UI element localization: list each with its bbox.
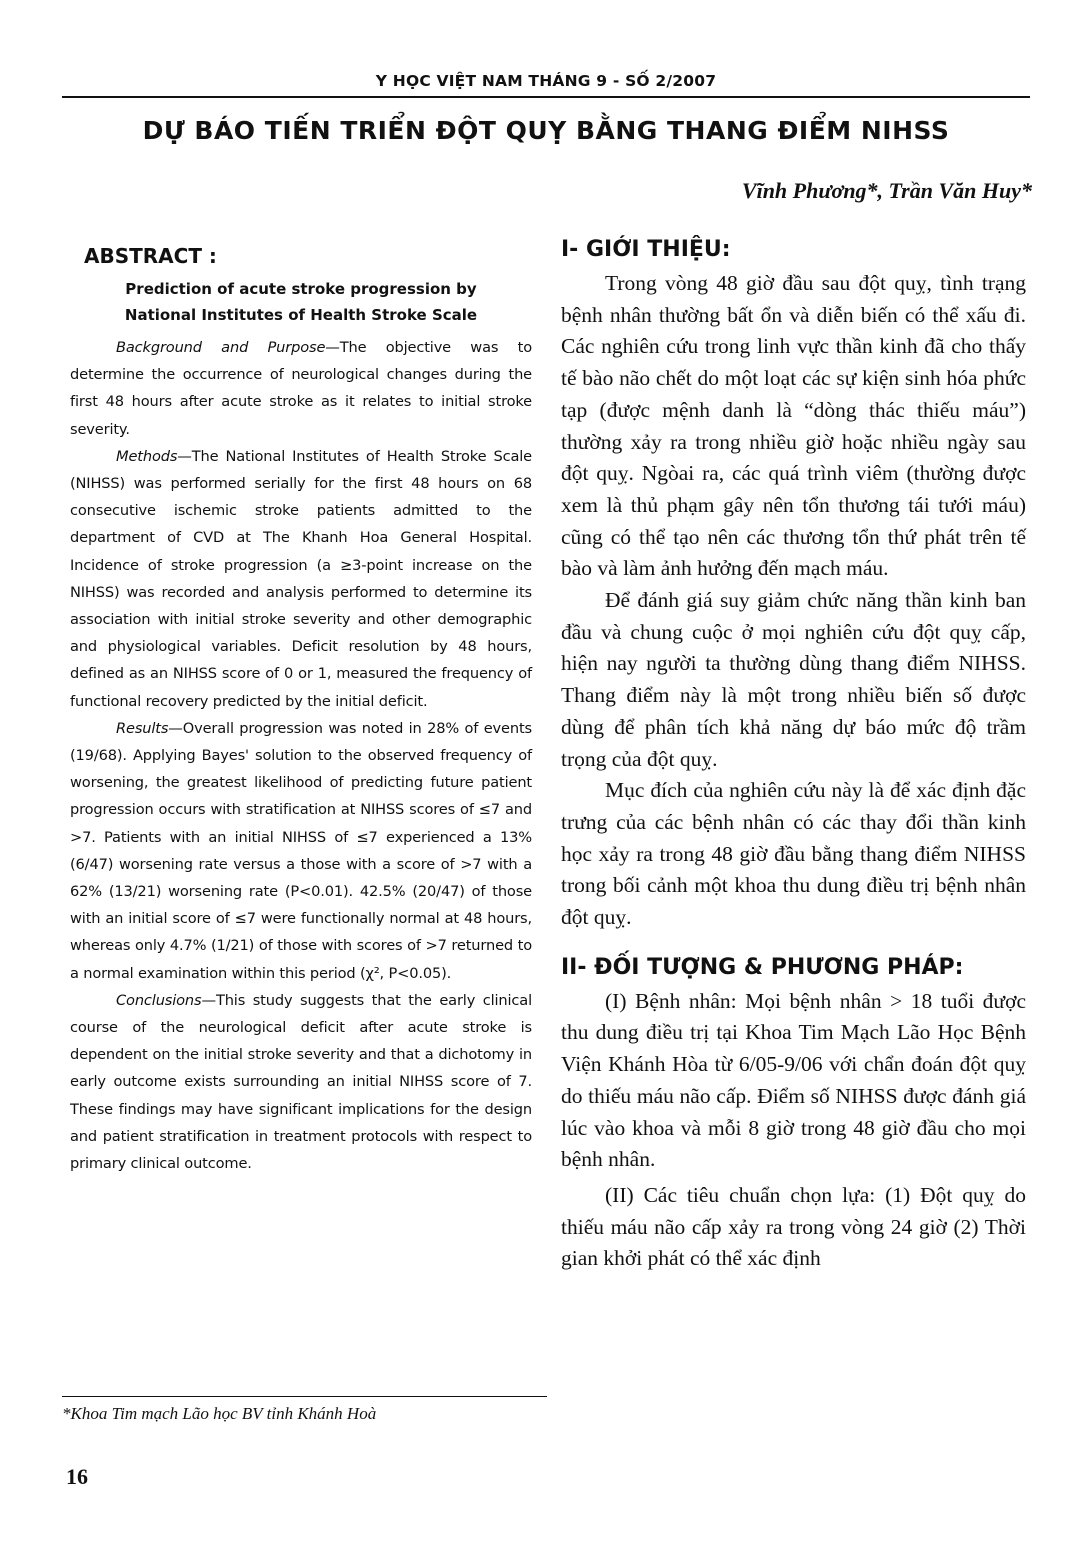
- article-title: DỰ BÁO TIẾN TRIỂN ĐỘT QUỴ BẰNG THANG ĐIỂM NIHSS: [142, 116, 950, 145]
- abstract-subtitle-line: National Institutes of Health Stroke Scale: [124, 306, 478, 324]
- abstract-label: Background and Purpose—: [116, 339, 340, 356]
- abstract-text: This study suggests that the early clinical course of the neurological deficit after acute stroke is dependent on the initial stroke severity and that a dichotomy in early outcome exists surrounding an initial NIHSS score of 7. These findings may have significant implications for the design and patient stratification in treatment protocols with respect to primary clinical outcome.: [70, 991, 532, 1173]
- body-paragraph: (II) Các tiêu chuẩn chọn lựa: (1) Đột quỵ do thiếu máu não cấp xảy ra trong vòng 24 giờ (2) Thời gian khởi phát có thể xác định: [561, 1182, 1026, 1271]
- abstract-methods: [70, 443, 532, 715]
- section-heading: II- ĐỐI TƯỢNG & PHƯƠNG PHÁP:: [561, 954, 964, 980]
- abstract-results: [70, 715, 532, 987]
- abstract-text: The National Institutes of Health Stroke Scale (NIHSS) was performed serially for the first 48 hours on 68 consecutive ischemic stroke patients admitted to the department of CVD at The Khanh Hoa General Hospital. Incidence of stroke progression (a ≥3-point increase on the NIHSS) was recorded and analysis performed to determine its association with initial stroke severity and other demographic and physiological variables. Deficit resolution by 48 hours, defined as an NIHSS score of 0 or 1, measured the frequency of functional recovery predicted by the initial deficit.: [70, 447, 532, 710]
- abstract-text: The objective was to determine the occurrence of neurological changes during the first 48 hours after acute stroke as it relates to initial stroke severity.: [70, 339, 532, 438]
- footnote: *Khoa Tim mạch Lão học BV tỉnh Khánh Hoà: [62, 1404, 377, 1423]
- abstract-subtitle-line: Prediction of acute stroke progression by: [125, 280, 477, 298]
- body-paragraph: (I) Bệnh nhân: Mọi bệnh nhân > 18 tuổi được thu dung điều trị tại Khoa Tim Mạch Lão Học Bệnh Viện Khánh Hòa từ 6/05-9/06 với chẩn đoán đột quỵ do thiếu máu não cấp. Điểm số NIHSS được đánh giá lúc vào khoa và mỗi 8 giờ trong 48 giờ đầu cho mọi bệnh nhân.: [561, 988, 1026, 1172]
- page-number: 16: [66, 1464, 88, 1489]
- abstract-conclusions: [70, 987, 532, 1177]
- abstract-heading: ABSTRACT :: [84, 244, 217, 268]
- section-spacer: [561, 934, 1026, 950]
- body-paragraph: Mục đích của nghiên cứu này là để xác định đặc trưng của các bệnh nhân có các thay đổi thần kinh học xảy ra trong 48 giờ đầu bằng thang điểm NIHSS trong bối cảnh một khoa thu dung điều trị bệnh nhân đột quỵ.: [561, 778, 1026, 930]
- abstract-label: Methods—: [116, 447, 192, 465]
- journal-header: Y HỌC VIỆT NAM THÁNG 9 - SỐ 2/2007: [375, 72, 717, 90]
- section-heading: I- GIỚI THIỆU:: [561, 237, 731, 262]
- abstract-background: [70, 334, 532, 443]
- body-paragraph: Trong vòng 48 giờ đầu sau đột quỵ, tình trạng bệnh nhân thường bất ổn và diễn biến có thể xấu đi. Các nghiên cứu trong linh vực thần kinh đã cho thấy tế bào não chết do một loạt các sự kiện sinh hóa phức tạp (được mệnh danh là “dòng thác thiếu máu”) thường xảy ra trong nhiều giờ hoặc nhiều ngày sau đột quỵ. Ngòai ra, các quá trình viêm (thường được xem là thủ phạm gây nên tổn thương tái tưới máu) cũng có thể tạo nên các thương tổn thứ phát trên tế bào và làm ảnh hưởng đến mạch máu.: [561, 271, 1026, 581]
- authors: Vĩnh Phương*, Trần Văn Huy*: [741, 178, 1032, 203]
- abstract-column: [70, 236, 532, 1177]
- abstract-label: Conclusions—: [116, 991, 216, 1009]
- abstract-label: Results—: [116, 719, 183, 737]
- abstract-text: Overall progression was noted in 28% of events (19/68). Applying Bayes' solution to the observed frequency of worsening, the greatest likelihood of predicting future patient progression occurs with stratification at NIHSS scores of ≤7 and >7. Patients with an initial NIHSS of ≤7 experienced a 13% (6/47) worsening rate versus a those with a score of >7 with a 62% (13/21) worsening rate (P<0.01). 42.5% (20/47) of those with an initial score of ≤7 were functionally normal at 48 hours, whereas only 4.7% (1/21) of those with scores of >7 returned to a normal examination within this period (χ², P<0.05).: [70, 719, 532, 982]
- footnote-rule: [62, 1396, 547, 1397]
- abstract-subtitle: [70, 276, 532, 328]
- header-rule: [62, 96, 1030, 98]
- body-column: [561, 232, 1026, 1275]
- body-paragraph: Để đánh giá suy giảm chức năng thần kinh ban đầu và chung cuộc ở mọi nghiên cứu đột quỵ cấp, hiện nay người ta thường dùng thang điểm NIHSS. Thang điểm này là một trong nhiều biến số được dùng để phân tích khả năng dự báo mức độ trầm trọng của đột quỵ.: [561, 588, 1026, 771]
